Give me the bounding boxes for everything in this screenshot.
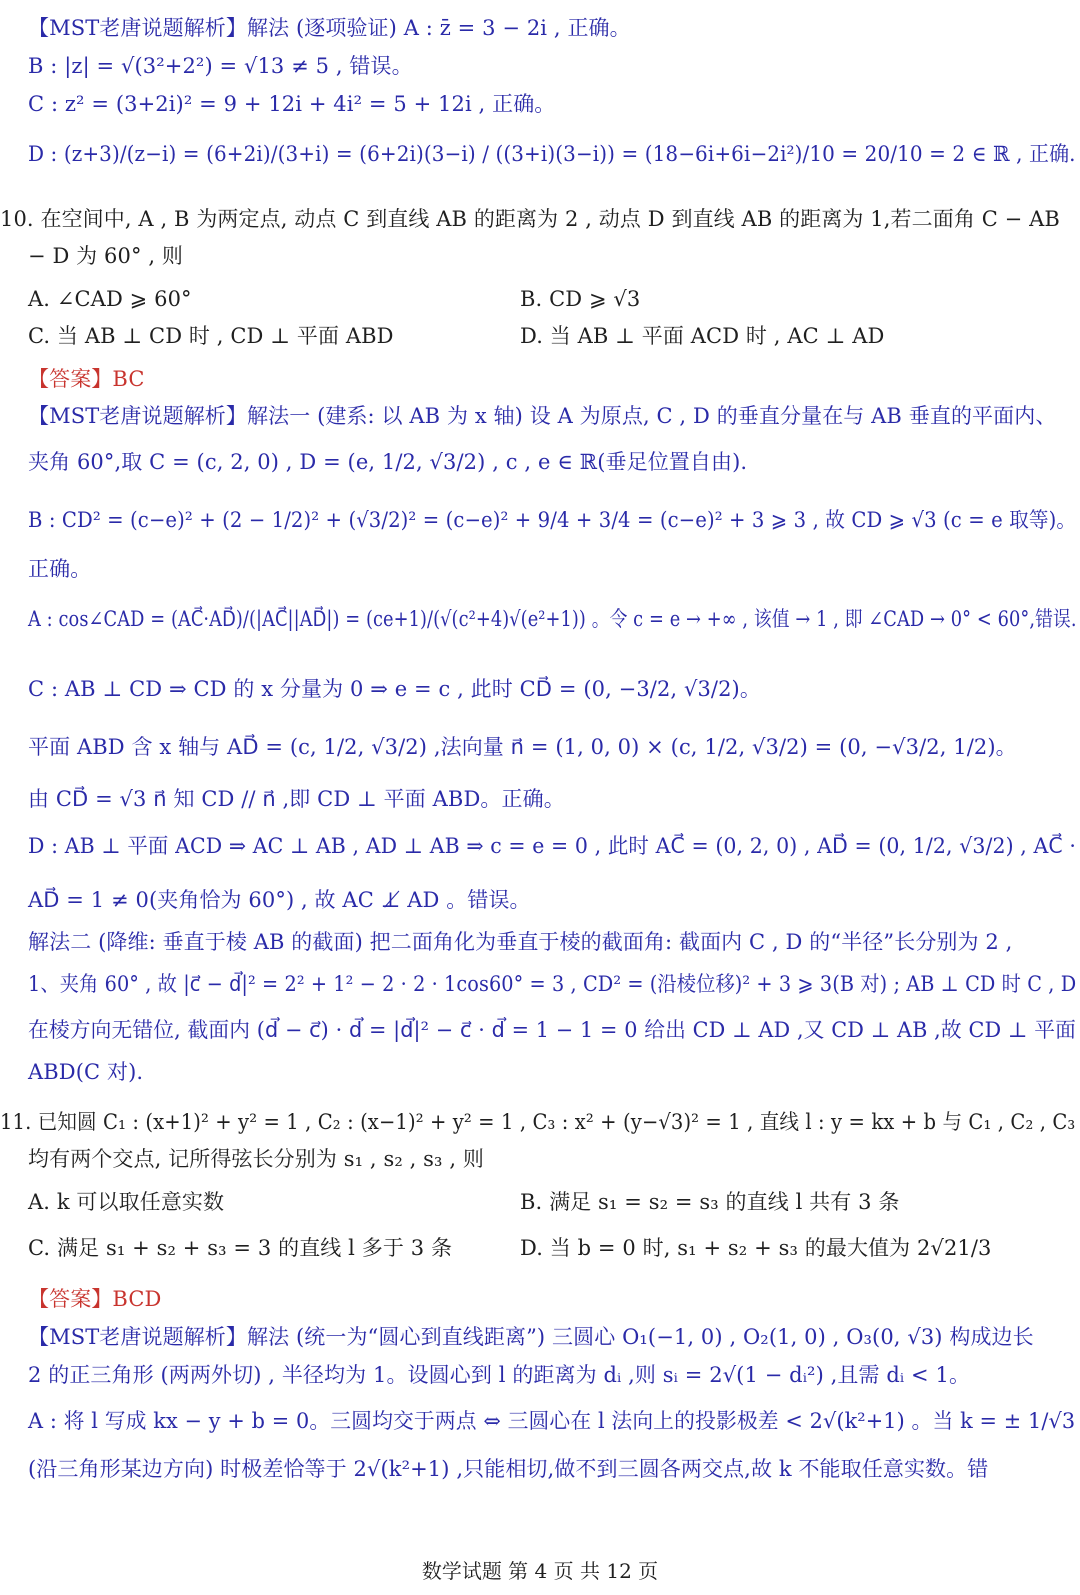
text-line: C. 满足 s₁ + s₂ + s₃ = 3 的直线 l 多于 3 条 [28, 1236, 453, 1260]
text-line: B. CD ⩾ √3 [520, 287, 641, 311]
text-line: ABD(C 对). [28, 1060, 144, 1084]
text-line: C : z² = (3+2i)² = 9 + 12i + 4i² = 5 + 12i , 正确。 [28, 92, 556, 116]
text-line: 由 CD⃗ = √3 n⃗ 知 CD // n⃗ ,即 CD ⊥ 平面 ABD。正确。 [28, 787, 565, 811]
text-line: B : |z| = √(3²+2²) = √13 ≠ 5 , 错误。 [28, 54, 413, 78]
text-line: − D 为 60° , 则 [28, 244, 184, 268]
text-line: A : 将 l 写成 kx − y + b = 0。三圆均交于两点 ⇔ 三圆心在 l 法向上的投影极差 < 2√(k²+1) 。当 k = ± 1/√3 [28, 1409, 1076, 1433]
text-line: D : (z+3)/(z−i) = (6+2i)/(3+i) = (6+2i)(3−i) / ((3+i)(3−i)) = (18−6i+6i−2i²)/10 = 20/10 = 2 ∈ ℝ , 正确. [28, 142, 1076, 166]
text-line: 【答案】BCD [28, 1287, 162, 1311]
text-line: A : cos∠CAD = (AC⃗·AD⃗)/(|AC⃗||AD⃗|) = (ce+1)/(√(c²+4)√(e²+1)) 。令 c = e → +∞ , 该值 → 1 , 即 ∠CAD → 0° < 60°,错误. [28, 607, 1077, 631]
text-line: A. k 可以取任意实数 [28, 1190, 225, 1214]
text-line: B. 满足 s₁ = s₂ = s₃ 的直线 l 共有 3 条 [520, 1190, 900, 1214]
text-line: 【答案】BC [28, 367, 145, 391]
text-line: 在棱方向无错位, 截面内 (d⃗ − c⃗) · d⃗ = |d⃗|² − c⃗ · d⃗ = 1 − 1 = 0 给出 CD ⊥ AD ,又 CD ⊥ AB ,故 CD ⊥ 平面 [28, 1018, 1076, 1042]
text-line: D. 当 AB ⊥ 平面 ACD 时 , AC ⊥ AD [520, 324, 885, 348]
text-line: 均有两个交点, 记所得弦长分别为 s₁ , s₂ , s₃ , 则 [28, 1147, 484, 1171]
text-line: 1、夹角 60° , 故 |c⃗ − d⃗|² = 2² + 1² − 2 · 2 · 1cos60° = 3 , CD² = (沿棱位移)² + 3 ⩾ 3(B 对) ; AB ⊥ CD 时 C , D [28, 972, 1077, 996]
text-line: AD⃗ = 1 ≠ 0(夹角恰为 60°) , 故 AC ⊥̸ AD 。错误。 [28, 888, 531, 912]
page-footer: 数学试题 第 4 页 共 12 页 [421, 1559, 659, 1583]
text-line: B : CD² = (c−e)² + (2 − 1/2)² + (√3/2)² = (c−e)² + 9/4 + 3/4 = (c−e)² + 3 ⩾ 3 , 故 CD ⩾ √3 (c = e 取等)。 [28, 508, 1077, 532]
text-line: (沿三角形某边方向) 时极差恰等于 2√(k²+1) ,只能相切,做不到三圆各两交点,故 k 不能取任意实数。错 [28, 1457, 989, 1481]
text-line: C : AB ⊥ CD ⇒ CD 的 x 分量为 0 ⇒ e = c , 此时 CD⃗ = (0, −3/2, √3/2)。 [28, 677, 761, 701]
text-line: 【MST老唐说题解析】解法 (逐项验证) A : z̄ = 3 − 2i , 正确。 [28, 16, 631, 40]
text-line: 10. 在空间中, A , B 为两定点, 动点 C 到直线 AB 的距离为 2 , 动点 D 到直线 AB 的距离为 1,若二面角 C − AB [0, 207, 1060, 231]
text-line: C. 当 AB ⊥ CD 时 , CD ⊥ 平面 ABD [28, 324, 394, 348]
text-line: 夹角 60°,取 C = (c, 2, 0) , D = (e, 1/2, √3/2) , c , e ∈ ℝ(垂足位置自由). [28, 450, 748, 474]
text-line: 解法二 (降维: 垂直于棱 AB 的截面) 把二面角化为垂直于棱的截面角: 截面内 C , D 的“半径”长分别为 2 , [28, 930, 1013, 954]
text-line: 平面 ABD 含 x 轴与 AD⃗ = (c, 1/2, √3/2) ,法向量 n⃗ = (1, 0, 0) × (c, 1/2, √3/2) = (0, −√3/2, 1/2)。 [28, 735, 1017, 759]
text-line: 正确。 [28, 557, 92, 581]
text-line: D : AB ⊥ 平面 ACD ⇒ AC ⊥ AB , AD ⊥ AB ⇒ c = e = 0 , 此时 AC⃗ = (0, 2, 0) , AD⃗ = (0, 1/2, √3/2) , AC⃗ · [28, 834, 1077, 858]
text-line: A. ∠CAD ⩾ 60° [28, 287, 192, 311]
text-line: 【MST老唐说题解析】解法一 (建系: 以 AB 为 x 轴) 设 A 为原点, C , D 的垂直分量在与 AB 垂直的平面内、 [28, 404, 1057, 428]
text-line: 【MST老唐说题解析】解法 (统一为“圆心到直线距离”) 三圆心 O₁(−1, 0) , O₂(1, 0) , O₃(0, √3) 构成边长 [28, 1325, 1034, 1349]
text-line: 2 的正三角形 (两两外切) , 半径均为 1。设圆心到 l 的距离为 dᵢ ,则 sᵢ = 2√(1 − dᵢ²) ,且需 dᵢ < 1。 [28, 1363, 971, 1387]
text-line: 11. 已知圆 C₁ : (x+1)² + y² = 1 , C₂ : (x−1)² + y² = 1 , C₃ : x² + (y−√3)² = 1 , 直线 l : y = kx + b 与 C₁ , C₂ , C₃ [0, 1110, 1076, 1134]
text-line: D. 当 b = 0 时, s₁ + s₂ + s₃ 的最大值为 2√21/3 [520, 1236, 992, 1260]
